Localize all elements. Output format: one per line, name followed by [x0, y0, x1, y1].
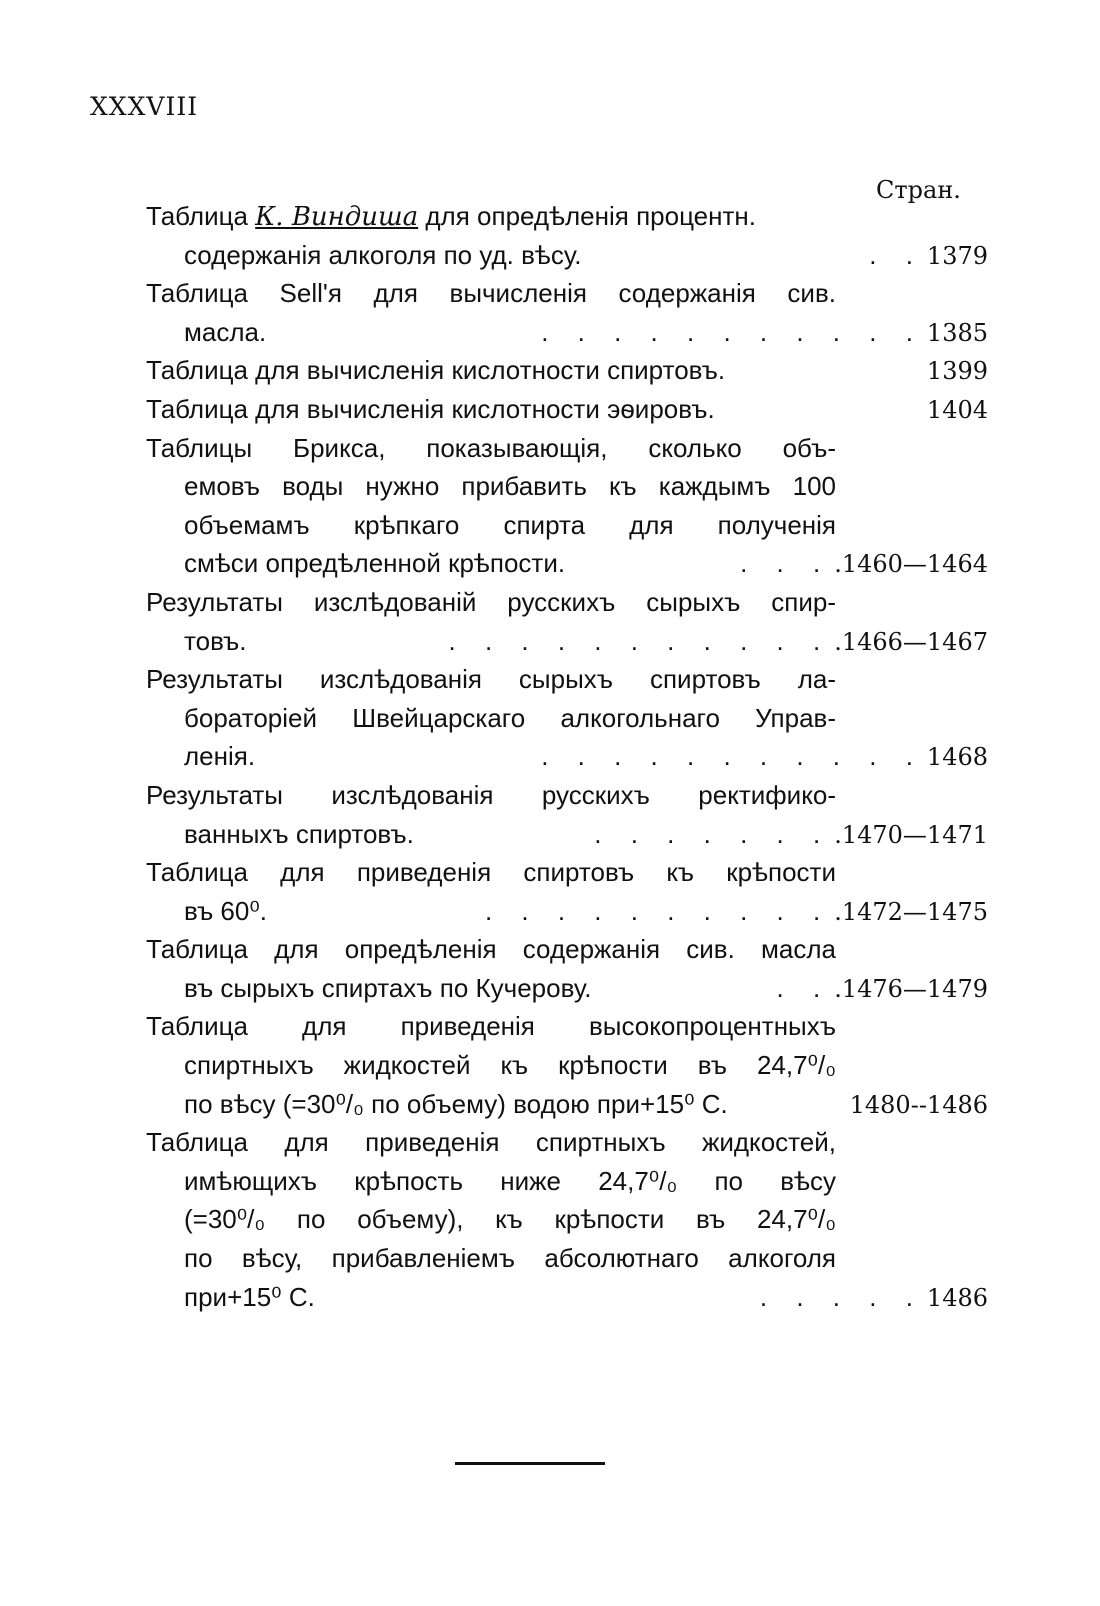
bottom-rule	[455, 1462, 605, 1465]
toc-line-text: смѣси опредѣленной крѣпости.	[184, 548, 566, 579]
page-number: XXXVIII	[90, 92, 199, 121]
toc-line	[146, 699, 988, 738]
toc-line-text: (=30⁰/₀ по объему), къ крѣпости въ 24,7⁰/₀	[184, 1204, 836, 1235]
page-ref: 1399	[926, 357, 988, 386]
leader-dots: . . . . . . . . . . .	[448, 625, 821, 656]
toc-line-text: въ 60⁰.	[184, 895, 267, 926]
toc-line-text: Результаты изслѣдованій русскихъ сырыхъ спир-	[146, 586, 836, 617]
toc-line-text: по вѣсу (=30⁰/₀ по объему) водою при+15⁰ С.	[184, 1088, 728, 1119]
toc-line	[146, 1239, 988, 1278]
toc-line	[146, 1123, 988, 1162]
toc-line	[146, 1278, 988, 1317]
leader-dots: . . . . . . . . . .	[484, 895, 821, 926]
toc-line-text: Таблица для приведенія спиртныхъ жидкостей,	[146, 1127, 836, 1158]
toc-line	[146, 1046, 988, 1085]
toc-line	[146, 274, 988, 313]
toc-line	[146, 583, 988, 622]
page-ref: .1476—1479	[834, 974, 988, 1003]
table-of-contents	[146, 197, 988, 1316]
toc-line-text: спиртныхъ жидкостей къ крѣпости въ 24,7⁰/₀	[184, 1050, 836, 1081]
toc-entry	[146, 197, 988, 274]
toc-line-text: бораторіей Швейцарскаго алкогольнаго Управ-	[184, 702, 836, 733]
toc-line-text: Таблица Sell'я для вычисленія содержанія сив.	[146, 278, 836, 309]
page-ref: 1385	[926, 318, 988, 347]
page-ref: .1472—1475	[834, 897, 988, 926]
toc-line-text: содержанія алкоголя по уд. вѣсу.	[184, 239, 582, 270]
leader-dots: . . . . . . . . . . .	[541, 316, 913, 347]
toc-entry	[146, 351, 988, 390]
toc-line	[146, 892, 988, 931]
toc-line	[146, 776, 988, 815]
toc-entry	[146, 429, 988, 583]
toc-entry	[146, 776, 988, 853]
toc-line-text: объемамъ крѣпкаго спирта для полученія	[184, 509, 836, 540]
toc-line-text: при+15⁰ С.	[184, 1281, 315, 1312]
toc-line	[146, 544, 988, 583]
toc-line	[146, 313, 988, 352]
leader-dots: . . .	[740, 548, 821, 579]
page-ref: 1404	[926, 395, 988, 424]
toc-line-text: ленія.	[184, 741, 256, 772]
toc-entry	[146, 583, 988, 660]
leader-dots: . . . . . . . . . . .	[541, 741, 913, 772]
leader-dots: . .	[869, 239, 913, 270]
toc-line	[146, 1085, 988, 1124]
toc-line	[146, 197, 988, 236]
toc-line	[146, 930, 988, 969]
page-ref: .1466—1467	[834, 627, 988, 656]
toc-line	[146, 969, 988, 1008]
toc-line-text: Таблица для вычисленія кислотности спиртовъ.	[146, 355, 726, 386]
leader-dots: . . . . .	[759, 1281, 913, 1312]
page-ref: 1379	[926, 241, 988, 270]
toc-line	[146, 1200, 988, 1239]
toc-entry	[146, 660, 988, 776]
toc-line-prefix: Таблица	[146, 201, 256, 231]
toc-line-text: товъ.	[184, 625, 247, 656]
toc-line	[146, 390, 988, 429]
toc-line-text: Таблица для вычисленія кислотности эѳировъ.	[146, 393, 715, 424]
toc-line	[146, 660, 988, 699]
toc-line-text: по вѣсу, прибавленіемъ абсолютнаго алкоголя	[184, 1243, 836, 1274]
toc-line-text: Таблица для приведенія спиртовъ къ крѣпости	[146, 857, 836, 888]
toc-line-text: Результаты изслѣдованія русскихъ ректифико-	[146, 779, 836, 810]
toc-line	[146, 1162, 988, 1201]
author-name: К. Виндиша	[255, 202, 419, 232]
toc-line-text: ванныхъ спиртовъ.	[184, 818, 414, 849]
toc-line-text: имѣющихъ крѣпость ниже 24,7⁰/₀ по вѣсу	[184, 1165, 836, 1196]
page-ref: 1480--1486	[849, 1090, 988, 1119]
toc-entry	[146, 274, 988, 351]
toc-entry	[146, 930, 988, 1007]
toc-line-text	[146, 197, 756, 237]
toc-line-text: Результаты изслѣдованія сырыхъ спиртовъ ла-	[146, 664, 836, 695]
toc-line-text: въ сырыхъ спиртахъ по Кучерову.	[184, 972, 592, 1003]
leader-dots: . .	[776, 972, 821, 1003]
toc-entry	[146, 1123, 988, 1316]
toc-entry	[146, 390, 988, 429]
toc-line-text: емовъ воды нужно прибавить къ каждымъ 100	[184, 471, 836, 502]
toc-line	[146, 351, 988, 390]
leader-dots: . . . . . . .	[594, 818, 821, 849]
toc-line	[146, 853, 988, 892]
toc-line-text: Таблица для опредѣленія содержанія сив. масла	[146, 934, 836, 965]
toc-line-suffix: для опредѣленія процентн.	[418, 201, 756, 231]
page-ref: 1486	[926, 1283, 988, 1312]
page-ref: 1468	[926, 743, 988, 772]
toc-entry	[146, 853, 988, 930]
toc-line-text: Таблица для приведенія высокопроцентныхъ	[146, 1011, 836, 1042]
page-column-header: Стран.	[876, 176, 961, 204]
toc-line	[146, 737, 988, 776]
toc-line	[146, 467, 988, 506]
page-ref: .1460—1464	[834, 550, 988, 579]
toc-line	[146, 236, 988, 275]
toc-line	[146, 815, 988, 854]
toc-line-text: Таблицы Брикса, показывающія, сколько объ-	[146, 432, 836, 463]
toc-line-text: масла.	[184, 316, 267, 347]
toc-line	[146, 506, 988, 545]
toc-line	[146, 622, 988, 661]
toc-line	[146, 1007, 988, 1046]
page-ref: .1470—1471	[834, 820, 988, 849]
toc-entry	[146, 1007, 988, 1123]
toc-line	[146, 429, 988, 468]
